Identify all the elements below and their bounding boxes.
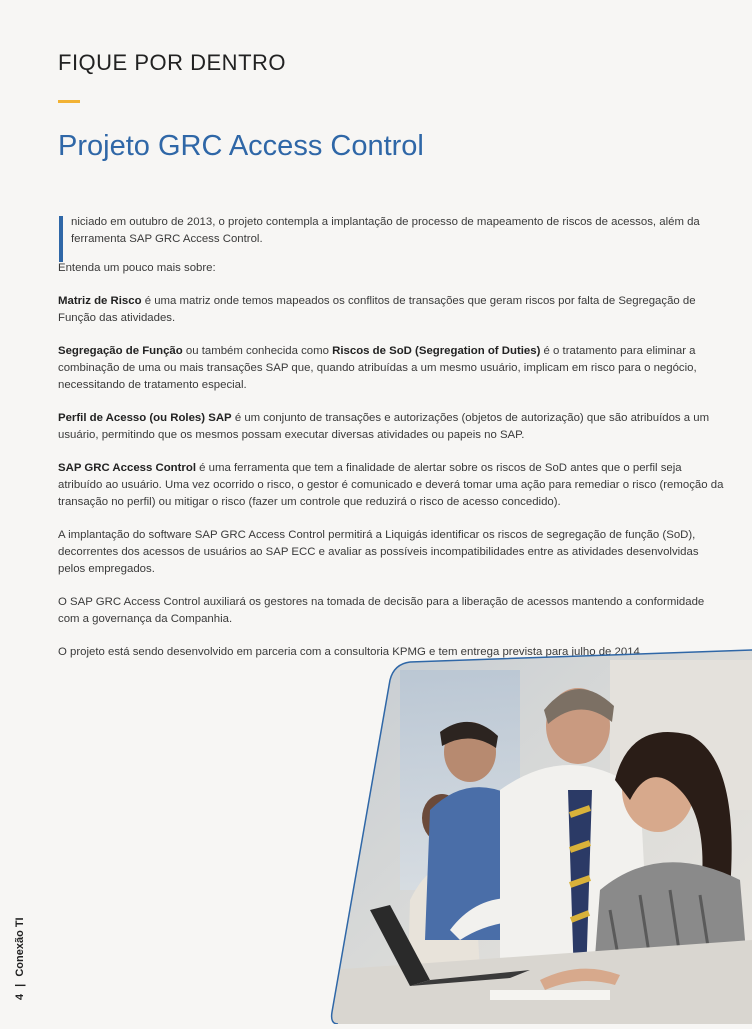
accent-line (58, 100, 80, 103)
page-title: Projeto GRC Access Control (58, 130, 424, 162)
section-label: FIQUE POR DENTRO (58, 50, 287, 75)
grc-text: é uma ferramenta que tem a finalidade de alertar sobre os riscos de SoD antes que o perfil seja atribuído ao usuário. Uma vez ocorrido o risco, o gestor é comunicado e deverá tomar uma ação para remediar o risco (remoção da transação no perfil) ou mitigar o risco (fazer um controle que reduzirá o risco de acesso concedido). (58, 462, 724, 508)
term-perfil: Perfil de Acesso (ou Roles) SAP (58, 412, 232, 424)
perfil-paragraph (58, 410, 726, 444)
matriz-paragraph (58, 293, 726, 327)
intro-paragraph (58, 214, 726, 248)
office-photo (330, 640, 752, 1024)
matriz-text: é uma matriz onde temos mapeados os conflitos de transações que geram riscos por falta de Segregação de Função das atividades. (58, 295, 696, 324)
perfil-text: é um conjunto de transações e autorizações (objetos de autorização) que são atribuídos a um usuário, permitindo que os mesmos possam executar diversas atividades ou papeis no SAP. (58, 412, 710, 441)
auxiliara-paragraph: O SAP GRC Access Control auxiliará os gestores na tomada de decisão para a liberação de acessos mantendo a conformidade com a governança da Companhia. (58, 596, 705, 625)
grc-paragraph (58, 460, 726, 511)
publication-name: Conexão TI (14, 917, 26, 977)
lead-paragraph: Entenda um pouco mais sobre: (58, 262, 216, 274)
term-grc: SAP GRC Access Control (58, 462, 196, 474)
intro-text: niciado em outubro de 2013, o projeto contempla a implantação de processo de mapeamento de riscos de acessos, além da ferramenta SAP GRC Access Control. (71, 216, 700, 245)
implantacao-paragraph: A implantação do software SAP GRC Access Control permitirá a Liquigás identificar os riscos de segregação de função (SoD), decorrentes dos acessos de usuários ao SAP ECC e avaliar as possíveis incompatibilidades entre as atividades desenvolvidas pelos empregados. (58, 529, 699, 575)
term-sod: Riscos de SoD (Segregation of Duties) (332, 345, 541, 357)
footer-separator: | (14, 983, 26, 987)
article-body (58, 214, 726, 677)
segregacao-mid: ou também conhecida como (182, 345, 333, 357)
page-footer (14, 900, 44, 1005)
term-matriz: Matriz de Risco (58, 295, 142, 307)
segregacao-text: é o tratamento para eliminar a combinação de uma ou mais transações SAP que, quando atribuídas a um mesmo usuário, implicam em risco para o negócio, necessitando de tratamento especial. (58, 345, 697, 391)
segregacao-paragraph (58, 343, 726, 394)
page-number: 4 (14, 993, 26, 1000)
term-segregacao: Segregação de Função (58, 345, 183, 357)
parceria-paragraph: O projeto está sendo desenvolvido em parceria com a consultoria KPMG e tem entrega prevista para julho de 2014. (58, 646, 644, 658)
drop-cap-bar (59, 216, 63, 262)
